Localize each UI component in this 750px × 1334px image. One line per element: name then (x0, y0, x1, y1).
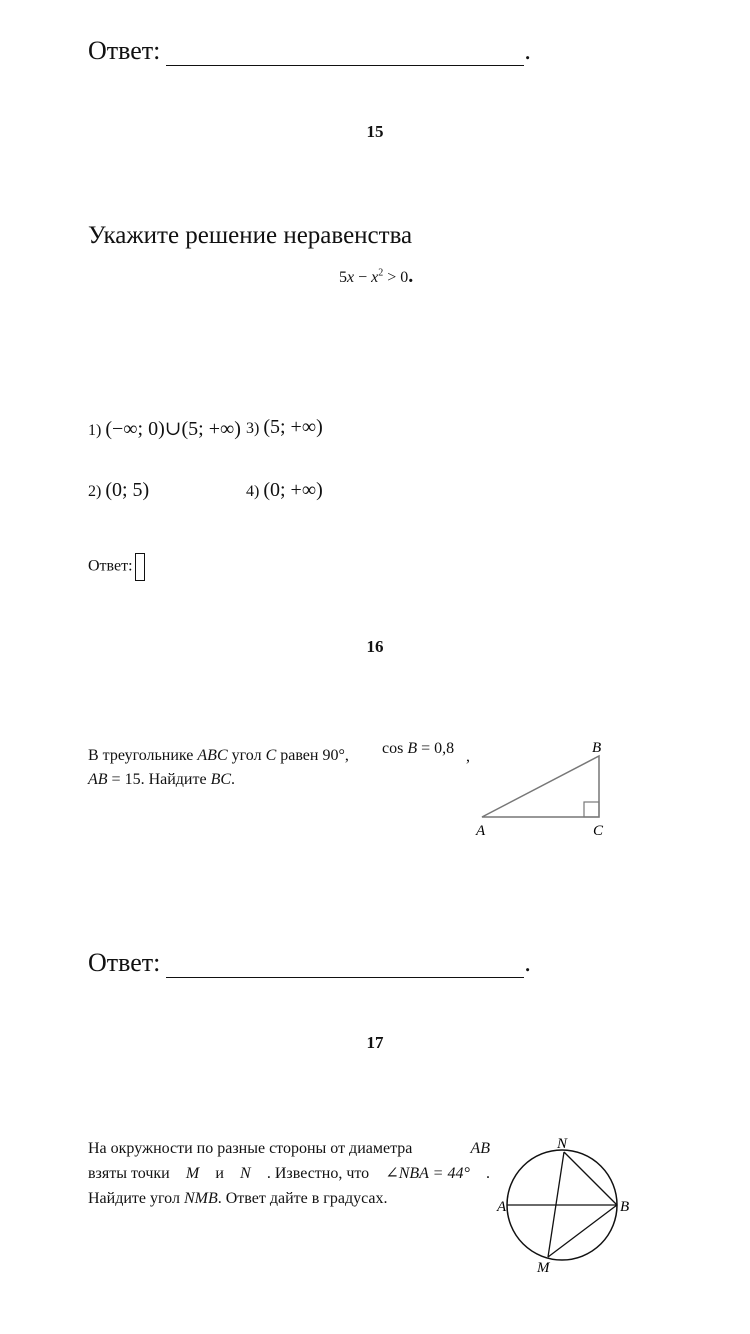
task-number-15: 15 (366, 122, 384, 141)
cos: cos (382, 740, 408, 757)
answer-box[interactable] (135, 553, 145, 581)
coef: 5 (339, 269, 347, 286)
vertex-label-a: A (476, 823, 486, 839)
task-number-17: 17 (366, 1033, 384, 1052)
q15-answer (88, 553, 145, 581)
vertex-label-c: C (593, 823, 604, 839)
option-number: 3) (246, 420, 260, 437)
triangle-shape (482, 756, 599, 817)
q16-line2 (88, 768, 349, 792)
var-ab: AB (470, 1140, 490, 1157)
text: . (486, 1165, 490, 1182)
var-c: C (265, 747, 277, 764)
point-label-b: B (620, 1199, 630, 1215)
q17-line2 (88, 1161, 490, 1186)
option-text: (0; 5) (105, 479, 150, 501)
q15-option-1[interactable] (88, 416, 241, 441)
option-text: (0; +∞) (263, 479, 323, 501)
var-abc: ABC (197, 747, 228, 764)
q15-prompt: Укажите решение неравенства (88, 222, 413, 249)
point-label-a: A (497, 1199, 507, 1215)
var-b: B (407, 740, 418, 757)
chord-nb (564, 1152, 617, 1205)
answer-underline[interactable] (166, 951, 524, 978)
q16-text (88, 744, 349, 792)
q17-line3 (88, 1186, 490, 1211)
ineq-rest: > 0 (383, 269, 409, 286)
exponent: 2 (378, 267, 384, 279)
text: На окружности по разные стороны от диаметра (88, 1140, 413, 1157)
text: и (215, 1165, 224, 1182)
answer-period: . (524, 948, 531, 977)
var-x: x (347, 269, 355, 286)
answer-label: Ответ: (88, 36, 161, 65)
text: . (231, 771, 236, 788)
triangle-figure (470, 736, 620, 846)
option-number: 2) (88, 483, 102, 500)
answer-underline[interactable] (166, 39, 524, 66)
text: = 15. Найдите (107, 771, 211, 788)
answer-label: Ответ: (88, 948, 161, 977)
var-x-squared: x (371, 269, 379, 286)
q17-line1 (88, 1136, 490, 1161)
text: равен 90°, (276, 747, 349, 764)
task-number-16: 16 (366, 637, 384, 656)
q15-option-4[interactable] (246, 479, 323, 502)
q16-comma: , (466, 748, 470, 765)
q15-option-2[interactable] (88, 479, 149, 502)
answer-label: Ответ: (88, 557, 133, 575)
ineq-period: . (408, 265, 414, 287)
point-label-n: N (557, 1136, 568, 1152)
var-n: N (240, 1165, 251, 1182)
var-bc: BC (210, 771, 232, 788)
chord-mb (548, 1205, 617, 1257)
var-m: M (185, 1165, 200, 1182)
answer-period: . (524, 36, 531, 65)
text: В треугольнике (88, 747, 198, 764)
angle-value: ∠NBA = 44° (385, 1165, 470, 1182)
option-number: 4) (246, 483, 260, 500)
var-nmb: NMB (183, 1190, 218, 1207)
point-label-m: M (537, 1260, 550, 1276)
answer-line-top (88, 36, 531, 66)
text: . Ответ дайте в градусах. (217, 1190, 388, 1207)
text: угол (227, 747, 266, 764)
text: . Известно, что (266, 1165, 370, 1182)
q15-option-3[interactable] (246, 416, 323, 439)
vertex-label-b: B (592, 740, 602, 756)
minus: − (354, 269, 372, 286)
q17-text (88, 1136, 490, 1211)
cos-value: = 0,8 (417, 740, 455, 757)
text: взяты точки (88, 1165, 170, 1182)
text: Найдите угол (88, 1190, 184, 1207)
option-text: (5; +∞) (263, 416, 323, 438)
q16-cos-formula (382, 740, 454, 758)
answer-line-middle (88, 948, 531, 978)
option-number: 1) (88, 422, 102, 439)
circle-figure (494, 1130, 634, 1280)
right-angle-mark (584, 802, 599, 817)
option-text: (−∞; 0)∪(5; +∞) (105, 418, 241, 440)
q16-line1 (88, 744, 349, 768)
q15-inequality (339, 265, 413, 288)
var-ab: AB (88, 771, 108, 788)
